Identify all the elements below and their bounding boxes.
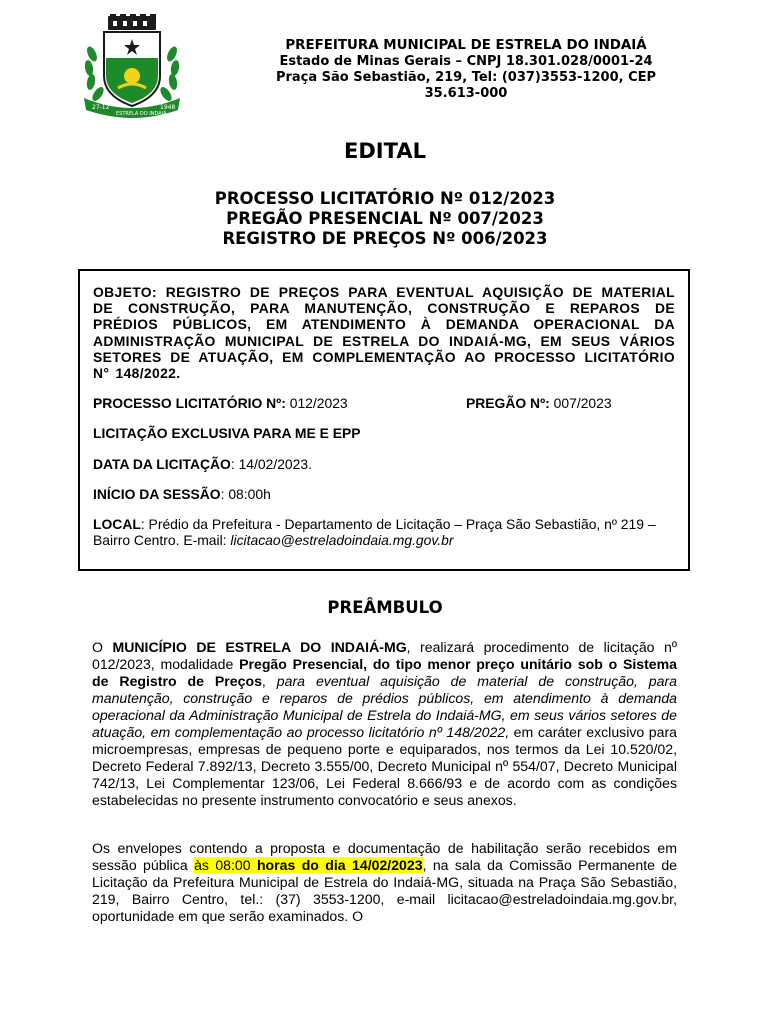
pregao-field bbox=[466, 395, 612, 411]
p1-g: em caráter exclusivo para microempresas, empresas de pequeno porte e equiparados, nos termos da Lei 10.520/02, Decreto Federal 7.892/13, Decreto 3.555/00, Decreto Municipal nº 554/07, Decreto Municipal 742/13, Lei Complementar 123/06, Lei Federal 8.666/93 e de acordo com as condições estabelecidas no presente instrumento convocatório e seus anexos. bbox=[92, 724, 677, 808]
postal-code: 35.613-000 bbox=[424, 86, 508, 101]
letterhead bbox=[252, 38, 680, 102]
data-value: : 14/02/2023. bbox=[230, 455, 312, 472]
p2-highlight-date: horas do dia 14/02/2023 bbox=[256, 857, 423, 873]
crest-ribbon-right: 1948 bbox=[160, 104, 176, 111]
registro-number: REGISTRO DE PREÇOS Nº 006/2023 bbox=[222, 229, 548, 248]
pregao-label: PREGÃO Nº: bbox=[466, 395, 550, 412]
processo-field bbox=[93, 395, 466, 411]
address-line: Praça São Sebastião, 219, Tel: (037)3553-1200, CEP bbox=[275, 70, 657, 85]
objeto-label: OBJETO bbox=[93, 284, 152, 300]
exclusiva-text: LICITAÇÃO EXCLUSIVA PARA ME E EPP bbox=[93, 425, 361, 442]
local-email: licitacao@estreladoindaia.mg.gov.br bbox=[230, 532, 454, 549]
processo-label: PROCESSO LICITATÓRIO Nº: bbox=[93, 395, 286, 412]
summary-box bbox=[78, 269, 690, 571]
local-value: : Prédio da Prefeitura - Departamento de Licitação – Praça São Sebastião, nº 219 – Bairro Centro. E-mail: bbox=[93, 516, 656, 549]
preambulo-paragraph-2 bbox=[92, 840, 677, 925]
pregao-value: 007/2023 bbox=[549, 395, 612, 412]
process-identifiers bbox=[0, 189, 770, 249]
p1-e: , bbox=[261, 673, 277, 689]
municipal-crest-logo bbox=[80, 14, 184, 122]
preambulo-heading: PREÂMBULO bbox=[327, 598, 443, 617]
data-label: DATA DA LICITAÇÃO bbox=[93, 455, 231, 472]
process-number: PROCESSO LICITATÓRIO Nº 012/2023 bbox=[214, 189, 556, 208]
p1-objeto-italic: para eventual aquisição de material de construção, para manutenção, construção e reparos de prédios públicos, em atendimento à demanda operacional da Administração Municipal de Estrela do Indaiá-MG, em seus vários setores de atuação, em complementação ao processo licitatório nº 148/2022, bbox=[92, 673, 678, 740]
local-row bbox=[93, 516, 675, 548]
p1-municipio: MUNICÍPIO DE ESTRELA DO INDAIÁ-MG bbox=[112, 639, 407, 655]
state-cnpj: Estado de Minas Gerais – CNPJ 18.301.028/0001-24 bbox=[279, 54, 653, 69]
p1-c: , realizará procedimento de licitação nº 012/2023, modalidade bbox=[92, 639, 677, 672]
inicio-row bbox=[93, 486, 675, 502]
data-row bbox=[93, 456, 675, 472]
p2-a: Os envelopes contendo a proposta e documentação de habilitação serão recebidos em sessão pública bbox=[92, 840, 677, 873]
document-title: EDITAL bbox=[344, 139, 426, 163]
objeto-paragraph bbox=[93, 284, 675, 381]
inicio-label: INÍCIO DA SESSÃO bbox=[93, 485, 221, 502]
objeto-text: : REGISTRO DE PREÇOS PARA EVENTUAL AQUISIÇÃO DE MATERIAL DE CONSTRUÇÃO, PARA MANUTENÇÃO, CONSTRUÇÃO E REPAROS DE PRÉDIOS PÚBLICOS, EM ATENDIMENTO À DEMANDA OPERACIONAL DA ADMINISTRAÇÃO MUNICIPAL DE ESTRELA DO INDAIÁ-MG, EM SEUS VÁRIOS SETORES DE ATUAÇÃO, EM COMPLEMENTAÇÃO AO PROCESSO LICITATÓRIO N° 148/2022. bbox=[93, 284, 675, 382]
local-label: LOCAL bbox=[93, 516, 141, 533]
p1-a: O bbox=[92, 639, 113, 655]
p2-b: , na sala da Comissão Permanente de Licitação da Prefeitura Municipal de Estrela do Indaiá-MG, situada na Praça São Sebastião, 219, Bairro Centro, tel.: (37) 3553-1200, e-mail licitacao@estreladoindaia.mg.gov.br, oportunidade em que serão examinados. O bbox=[92, 857, 677, 924]
inicio-value: : 08:00h bbox=[220, 485, 271, 502]
p2-highlight-time: às 08:00 bbox=[194, 857, 257, 873]
process-row bbox=[93, 395, 675, 411]
crest-ribbon-left: 27-12 bbox=[92, 104, 110, 111]
processo-value: 012/2023 bbox=[285, 395, 348, 412]
preambulo-paragraph-1 bbox=[92, 639, 677, 809]
pregao-number: PREGÃO PRESENCIAL Nº 007/2023 bbox=[226, 209, 544, 228]
exclusiva-row bbox=[93, 425, 675, 441]
municipality-name: PREFEITURA MUNICIPAL DE ESTRELA DO INDAIÁ bbox=[285, 38, 647, 53]
crest-ribbon-center: ESTRELA DO INDAIÁ bbox=[116, 111, 167, 117]
p1-modalidade: Pregão Presencial, do tipo menor preço unitário sob o Sistema de Registro de Preços bbox=[92, 656, 677, 689]
